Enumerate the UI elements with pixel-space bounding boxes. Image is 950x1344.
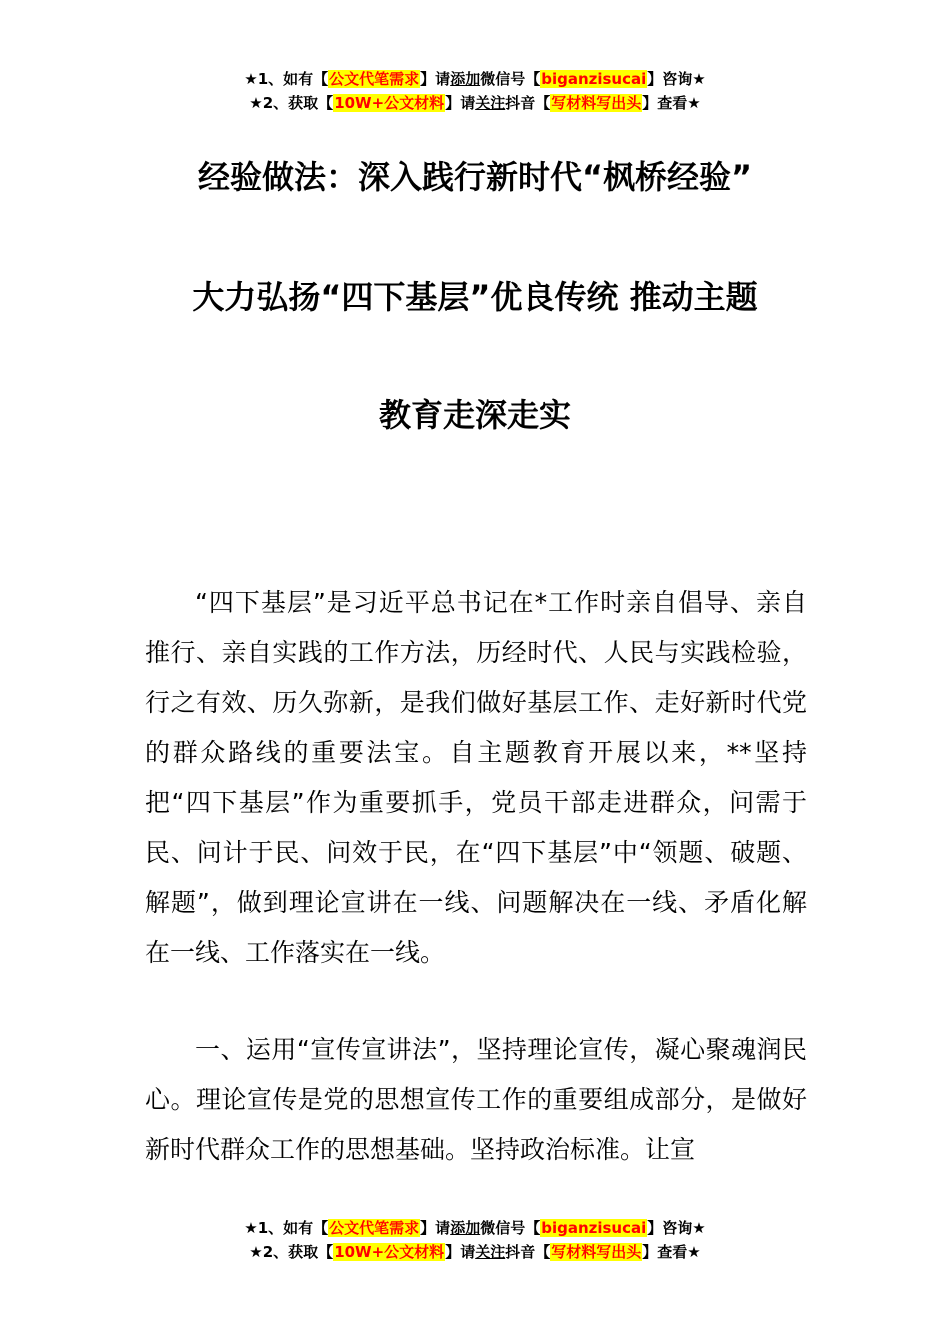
banner-line-2	[0, 91, 950, 115]
title-line-2: 大力弘扬“四下基层”优良传统 推动主题	[192, 278, 758, 316]
banner-douyin-id: 写材料写出头	[551, 1243, 642, 1261]
title-line-1: 经验做法：深入践行新时代“枫桥经验”	[197, 158, 753, 196]
title-line-3: 教育走深走实	[378, 396, 571, 434]
banner-text: ★1、如有【	[244, 70, 329, 88]
banner-highlight: 10W+公文材料	[334, 1243, 445, 1261]
banner-text: 】咨询★	[647, 70, 706, 88]
banner-line-2	[0, 1240, 950, 1264]
banner-underlined: 关注	[475, 1243, 506, 1261]
banner-highlight: 10W+公文材料	[334, 94, 445, 112]
banner-text: 微信号【	[480, 70, 541, 88]
banner-text: ★2、获取【	[249, 1243, 334, 1261]
banner-text: 抖音【	[505, 94, 551, 112]
banner-text: 抖音【	[505, 1243, 551, 1261]
banner-text: 微信号【	[480, 1219, 541, 1237]
banner-highlight: 公文代笔需求	[329, 70, 420, 88]
banner-line-1	[0, 1216, 950, 1240]
banner-text: 】咨询★	[647, 1219, 706, 1237]
banner-underlined: 添加	[450, 70, 481, 88]
banner-text: ★1、如有【	[244, 1219, 329, 1237]
footer-banner	[0, 1216, 950, 1264]
banner-wechat-id: biganzisucai	[541, 1219, 647, 1237]
banner-text: 】查看★	[642, 94, 701, 112]
banner-text: 】请	[445, 94, 476, 112]
banner-text: ★2、获取【	[249, 94, 334, 112]
header-banner	[0, 67, 950, 115]
banner-text: 】请	[445, 1243, 476, 1261]
banner-wechat-id: biganzisucai	[541, 70, 647, 88]
banner-line-1	[0, 67, 950, 91]
banner-text: 】请	[420, 70, 451, 88]
paragraph-intro: “四下基层”是习近平总书记在*工作时亲自倡导、亲自推行、亲自实践的工作方法，历经时代、人民与实践检验，行之有效、历久弥新，是我们做好基层工作、走好新时代党的群众路线的重要法宝。自主题教育开展以来，**坚持把“四下基层”作为重要抓手，党员干部走进群众，问需于民、问计于民、问效于民，在“四下基层”中“领题、破题、解题”，做到理论宣讲在一线、问题解决在一线、矛盾化解在一线、工作落实在一线。	[145, 588, 807, 967]
banner-underlined: 关注	[475, 94, 506, 112]
banner-text: 】查看★	[642, 1243, 701, 1261]
banner-underlined: 添加	[450, 1219, 481, 1237]
banner-douyin-id: 写材料写出头	[551, 94, 642, 112]
banner-text: 】请	[420, 1219, 451, 1237]
banner-highlight: 公文代笔需求	[329, 1219, 420, 1237]
paragraph-section-1: 一、运用“宣传宣讲法”，坚持理论宣传，凝心聚魂润民心。理论宣传是党的思想宣传工作的重要组成部分，是做好新时代群众工作的思想基础。坚持政治标准。让宣	[145, 1035, 807, 1164]
